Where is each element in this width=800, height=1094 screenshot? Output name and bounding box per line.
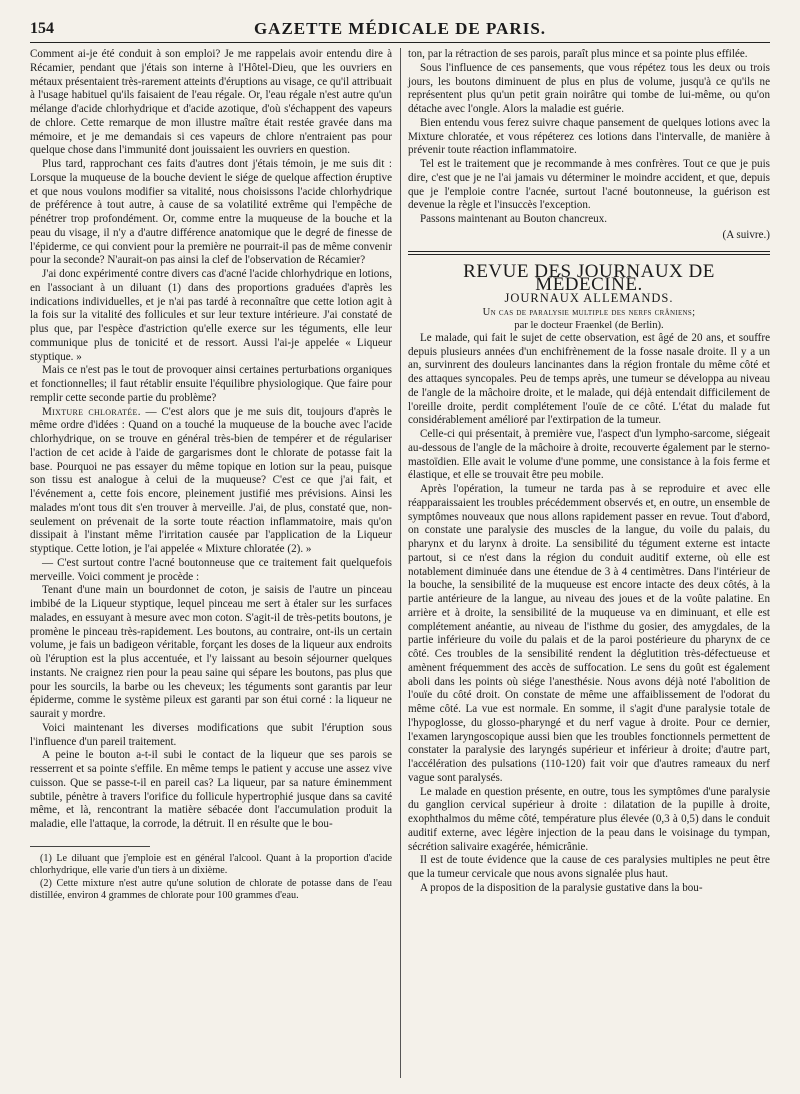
article-heading [408,306,770,332]
column-divider [400,48,401,1078]
section-subtitle: JOURNAUX ALLEMANDS. [504,291,674,305]
paragraph: Il est de toute évidence que la cause de ces paralysies multiples ne peut être que la tumeur cervicale que nous avons signalée plus haut. [408,854,770,880]
paragraph: Tenant d'une main un bourdonnet de coton, je saisis de l'autre un pinceau imbibé de la Liqueur styptique, lequel pinceau me sert à étaler sur les surfaces malades, en essuyant à mesure avec mon coton. S'agit-il de très-petits boutons, je promène le pinceau très-rapidement. Les boutons, au contraire, ont-ils un certain volume, je fais un badigeon véritable, forçant les doses de la liqueur aux endroits où l'éruption est la plus accentuée, et l'y laissant au besoin séjourner quelques instants. Ne craignez rien pour la peau saine qui sépare les boutons, pas plus que pour les sourcils, la barbe ou les cheveux; les téguments sont garantis par leur épiderme, comme le système pileux est garanti par son étui corné : la liqueur ne saurait y mordre. [30,584,392,720]
paragraph: Plus tard, rapprochant ces faits d'autres dont j'étais témoin, je me suis dit : Lorsque la muqueuse de la bouche devient le siége de quelque affection éruptive et que nous voulons modifier sa vitalité, nous choisissons l'acide chlorhydrique de préférence à tout autre, à cause de sa volatilité extrême qui l'empêche de pénétrer trop profondément. Or, comme entre la muqueuse de la bouche et la peau du visage, il n'y a d'autre différence anatomique que le degré de finesse de l'épiderme, ce qui convient pour la première ne pourrait-il pas de même convenir pour la seconde? N'aurait-on pas ainsi la clef de l'observation de Récamier? [30,158,392,267]
paragraph: Le malade, qui fait le sujet de cette observation, est âgé de 20 ans, et souffre depuis plusieurs années d'un enchifrènement de la fosse nasale droite. Il y a un an, survinrent des douleurs lancinantes dans la région frontale du même côté et des attaques syncopales. Peu de temps après, une tumeur se développa au niveau de l'angle de la mâchoire droite, et le malade, qui déjà entendait difficilement de l'oreille droite, perdit complétement l'ouïe de ce côté. L'état du malade fut considérablement amélioré par l'extirpation de la tumeur. [408,331,770,427]
article-byline: par le docteur Fraenkel (de Berlin). [514,319,664,331]
footnote-2: (2) Cette mixture n'est autre qu'une solution de chlorate de potasse dans de l'eau distillée, environ 4 grammes de chlorate pour 100 grammes d'eau. [30,877,392,902]
to-be-continued: (A suivre.) [722,228,770,241]
paragraph: Tel est le traitement que je recommande à mes confrères. Tout ce que je puis dire, c'est que je ne l'ai jamais vu déterminer le moindre accident, et que, depuis que je l'emploie contre l'acnée, surtout l'acné boutonneuse, la guérison est devenue la règle et l'insuccès l'exception. [408,158,770,212]
paragraph: — C'est surtout contre l'acné boutonneuse que ce traitement fait quelquefois merveille. Voici comment je procède : [30,556,392,583]
right-column [408,48,770,896]
mixture-label: Mixture chloratée. [42,405,141,418]
paragraph: Mais ce n'est pas le tout de provoquer ainsi certaines perturbations organiques et fonctionnelles; il faut rétablir ensuite l'équilibre physiologique. Que faire pour remplir cette seconde partie du problème? [30,364,392,404]
section-double-rule [408,251,770,255]
footnote-divider [30,846,150,847]
footnotes [30,853,392,903]
paragraph-mixture [30,406,392,557]
footnote-1: (1) Le diluant que j'emploie est en général l'alcool. Quant à la proportion d'acide chlorhydrique, elle varie d'un tiers à un dixième. [30,852,392,877]
paragraph: Voici maintenant les diverses modifications que subit l'éruption sous l'influence d'un pareil traitement. [30,721,392,748]
paragraph: Après l'opération, la tumeur ne tarda pas à se reproduire et avec elle réapparaissaient les troubles précédemment observés et, en outre, un ensemble de symptômes nouveaux que nous allons rapidement passer en revue. Tout d'abord, on constate une paralysie des muscles de la langue, du voile du palais, du pharynx et du larynx à droite. La sensibilité du tégument externe est intacte partout, si ce n'est dans la région du conduit auditif externe, où elle est notablement diminuée dans une étendue de 3 à 4 centimètres. Dans l'intérieur de la bouche, la sensibilité de la muqueuse est encore intacte des deux côtés, à la partie antérieure de la langue, au niveau des joues et de la voûte palatine. En arrière et à droite, la sensibilité de la muqueuse va en diminuant, et elle est complétement anéantie, au niveau de l'isthme du gosier, des amygdales, de la partie inférieure du voile du palais et de la paroi postérieure du pharynx de ce côté. Ces troubles de la sensibilité rendent la déglutition très-défectueuse et amènent fréquemment des accès de suffocation. Le sens du goût est également aboli dans les points où siége l'anesthésie. Nous avons déjà noté l'abolition de l'ouïe du côté droit. On constate de même une affaiblissement de l'odorat du même côté. La vue est normale. En somme, il s'agit d'une paralysie totale de l'hypoglosse, du glosso-pharyngé et du nerf vague à droite. Pour ce dernier, l'examen laryngoscopique aussi bien que les troubles fonctionnels permettent de constater la paralysie des laryngés supérieur et inférieur à droite; d'autre part, l'accélération des pulsations (110-120) fait voir que d'autres rameaux du nerf vague sont paralysés. [408,483,770,784]
mixture-text: — C'est alors que je me suis dit, toujours d'après le même ordre d'idées : Quand on a touché la muqueuse de la bouche avec l'acide chlorhydrique, on se trouve en général très-bien de tempérer et de régulariser l'action de cet acide à l'aide de gargarismes dont le chlorate de potasse fait la base. Pourquoi ne pas essayer du même topique en lotion sur la peau, puisque son tissu est analogue à celui de la muqueuse? C'est ce que j'ai fait, et l'événement a, cette fois encore, pleinement justifié mes prévisions. Ainsi les malades m'ont tous dit s'en trouver à merveille. J'ai, de plus, constaté que, non-seulement on prévenait de la sorte toute réaction inflammatoire, mais qu'on dissipait à l'instant même l'irritation causée par l'application de la Liqueur styptique. Cette lotion, je l'ai appelée « Mixture chloratée (2). » [30,405,392,555]
paragraph: Passons maintenant au Bouton chancreux. [420,213,608,225]
paragraph: Sous l'influence de ces pansements, que vous répétez tous les deux ou trois jours, les boutons diminuent de plus en plus de volume, jusqu'à ce qu'ils ne représentent plus qu'un petit grain noirâtre qui tombe de lui-même, ou qu'on détache avec l'ongle. Alors la maladie est guérie. [408,61,770,115]
article-title: Un cas de paralysie multiple des nerfs crâniens; [482,306,696,318]
page-header [30,18,770,43]
journal-title: GAZETTE MÉDICALE DE PARIS. [253,19,547,38]
paragraph: A propos de la disposition de la paralysie gustative dans la bou- [420,881,703,894]
paragraph: Comment ai-je été conduit à son emploi? Je me rappelais avoir entendu dire à Récamier, pendant que j'étais son interne à l'Hôtel-Dieu, que les ouvriers en métaux présentaient très-rarement atteints d'éruptions au visage, ce qu'il attribuait à l'usage habituel qu'ils faisaient de l'eau régale. Or, l'eau régale n'est autre qu'un mélange d'acide chlorhydrique et d'acide azotique, d'où s'échappent des vapeurs de chlore. Cette remarque de mon illustre maître était restée gravée dans ma mémoire, et je me demandais si ces vapeurs de chlore n'entraient pas pour quelque chose dans l'immunité dont jouissaient les ouvriers en question. [30,48,392,157]
paragraph: Celle-ci qui présentait, à première vue, l'aspect d'un lympho-sarcome, siégeait au-dessous de l'angle de la mâchoire à droite, recouverte également par le sterno-mastoïdien. Elle avait le volume d'une pomme, une consistance à la fois ferme et élastique, et elle se trouvait être peu mobile. [408,428,770,482]
paragraph: A peine le bouton a-t-il subi le contact de la liqueur que ses parois se resserrent et sa pointe s'effile. En même temps le patient y accuse une assez vive cuisson. Que se passe-t-il en pareil cas? La liqueur, par sa nature éminemment subtile, pénètre à travers l'orifice du follicule hypertrophié jusque dans sa cavité même, et là, rencontrant la matière sébacée dont l'accumulation produit la maladie, elle l'attaque, la corrode, la détruit. Il en résulte que le bou- [30,749,392,830]
paragraph: Bien entendu vous ferez suivre chaque pansement de quelques lotions avec la Mixture chloratée, et vous répéterez ces lotions dans l'intervalle, de manière à prévenir toute réaction inflammatoire. [408,116,770,157]
paragraph: Le malade en question présente, en outre, tous les symptômes d'une paralysie du ganglion cervical supérieur à droite : dilatation de la pupille à droite, exophthalmos du même côté, température plus élevée (0,3 à 0,5) dans le conduit auditif externe, avec légère injection de la peau dans le voisinage du tympan, sécrétion salivaire exagérée, hémicrânie. [408,785,770,853]
left-column [30,48,392,903]
page-number: 154 [30,20,54,37]
section-title: REVUE DES JOURNAUX DE MÉDECINE. [463,260,715,296]
paragraph: J'ai donc expérimenté contre divers cas d'acné l'acide chlorhydrique en lotions, en l'associant à un diluant (1) dans des proportions graduées d'après les indications individuelles, et je n'ai pas tardé à reconnaître que cette lotion agit à la fois sur la vitalité des follicules et sur leur texture intérieure. J'ai constaté de plus que, par l'espèce d'astriction qu'elle exerce sur les téguments, elle leur communique plus de tonicité et de ressort. Aussi l'ai-je appelée « Liqueur styptique. » [30,268,392,363]
paragraph: ton, par la rétraction de ses parois, paraît plus mince et sa pointe plus effilée. [408,48,748,60]
